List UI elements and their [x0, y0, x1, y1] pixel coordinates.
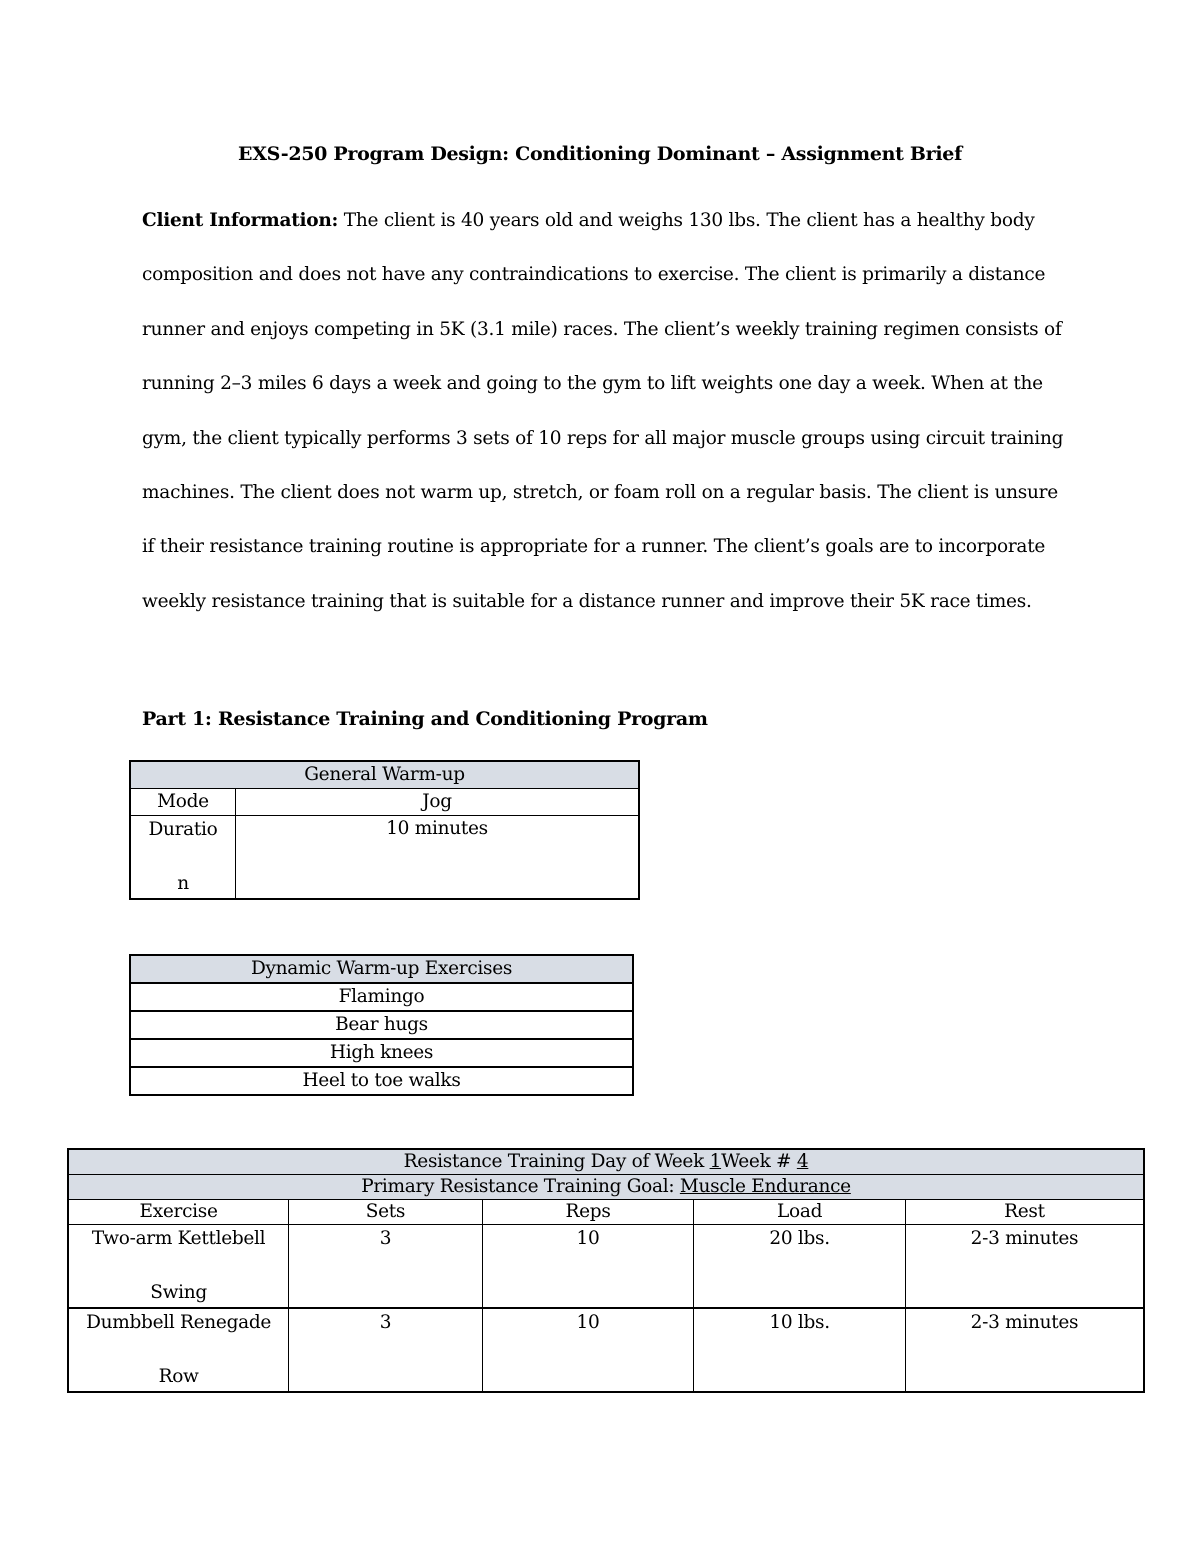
reps-cell: 10	[482, 1308, 694, 1392]
column-header-reps: Reps	[482, 1200, 694, 1225]
column-header-exercise: Exercise	[68, 1200, 289, 1225]
table-row	[68, 1225, 1144, 1309]
general-warmup-table	[129, 760, 640, 900]
duration-label-line-2: n	[177, 873, 189, 894]
exercise-name-line-1: Two-arm Kettlebell	[91, 1228, 266, 1249]
column-header-rest: Rest	[905, 1200, 1144, 1225]
dynamic-warmup-item: Bear hugs	[130, 1011, 633, 1039]
sets-cell: 3	[289, 1308, 483, 1392]
training-day-prefix: Resistance Training Day of Week	[403, 1151, 710, 1172]
training-week-prefix: Week #	[721, 1151, 797, 1172]
column-header-load: Load	[694, 1200, 906, 1225]
exercise-name-line-1: Dumbbell Renegade	[86, 1312, 272, 1333]
page-title: EXS-250 Program Design: Conditioning Dominant – Assignment Brief	[238, 143, 962, 165]
part-1-heading: Part 1: Resistance Training and Conditioning Program	[142, 708, 708, 730]
exercise-name-line-2: Swing	[150, 1282, 207, 1303]
training-goal-value: Muscle Endurance	[679, 1176, 851, 1197]
sets-cell: 3	[289, 1225, 483, 1309]
resistance-training-table	[67, 1148, 1145, 1393]
training-day-header	[68, 1149, 1144, 1175]
table-row	[68, 1308, 1144, 1392]
exercise-cell	[68, 1308, 289, 1392]
training-week-value: 4	[796, 1151, 809, 1172]
load-cell: 20 lbs.	[694, 1225, 906, 1309]
rest-cell: 2-3 minutes	[905, 1308, 1144, 1392]
mode-value: Jog	[236, 789, 640, 816]
general-warmup-header: General Warm-up	[130, 761, 639, 789]
load-cell: 10 lbs.	[694, 1308, 906, 1392]
client-information-text: The client is 40 years old and weighs 130 lbs. The client has a healthy body composition and does not have any contraindications to exercise. The client is primarily a distance runner and enjoys competing in 5K (3.1 mile) races. The client’s weekly training regimen consists of running 2–3 miles 6 days a week and going to the gym to lift weights one day a week. When at the gym, the client typically performs 3 sets of 10 reps for all major muscle groups using circuit training machines. The client does not warm up, stretch, or foam roll on a regular basis. The client is unsure if their resistance training routine is appropriate for a runner. The client’s goals are to incorporate weekly resistance training that is suitable for a distance runner and improve their 5K race times.	[142, 210, 1064, 612]
duration-label	[130, 816, 236, 900]
exercise-cell	[68, 1225, 289, 1309]
rest-cell: 2-3 minutes	[905, 1225, 1144, 1309]
reps-cell: 10	[482, 1225, 694, 1309]
dynamic-warmup-table	[129, 954, 634, 1096]
training-goal-header	[68, 1175, 1144, 1200]
client-information-label: Client Information:	[142, 210, 339, 231]
dynamic-warmup-item: Heel to toe walks	[130, 1067, 633, 1095]
client-information-paragraph	[142, 194, 1067, 629]
dynamic-warmup-item: Flamingo	[130, 983, 633, 1011]
duration-value: 10 minutes	[236, 816, 640, 900]
training-day-value: 1	[709, 1151, 722, 1172]
dynamic-warmup-item: High knees	[130, 1039, 633, 1067]
column-header-sets: Sets	[289, 1200, 483, 1225]
mode-label: Mode	[130, 789, 236, 816]
training-goal-prefix: Primary Resistance Training Goal:	[361, 1176, 680, 1197]
duration-label-line-1: Duratio	[148, 819, 218, 840]
exercise-name-line-2: Row	[158, 1366, 199, 1387]
dynamic-warmup-header: Dynamic Warm-up Exercises	[130, 955, 633, 983]
